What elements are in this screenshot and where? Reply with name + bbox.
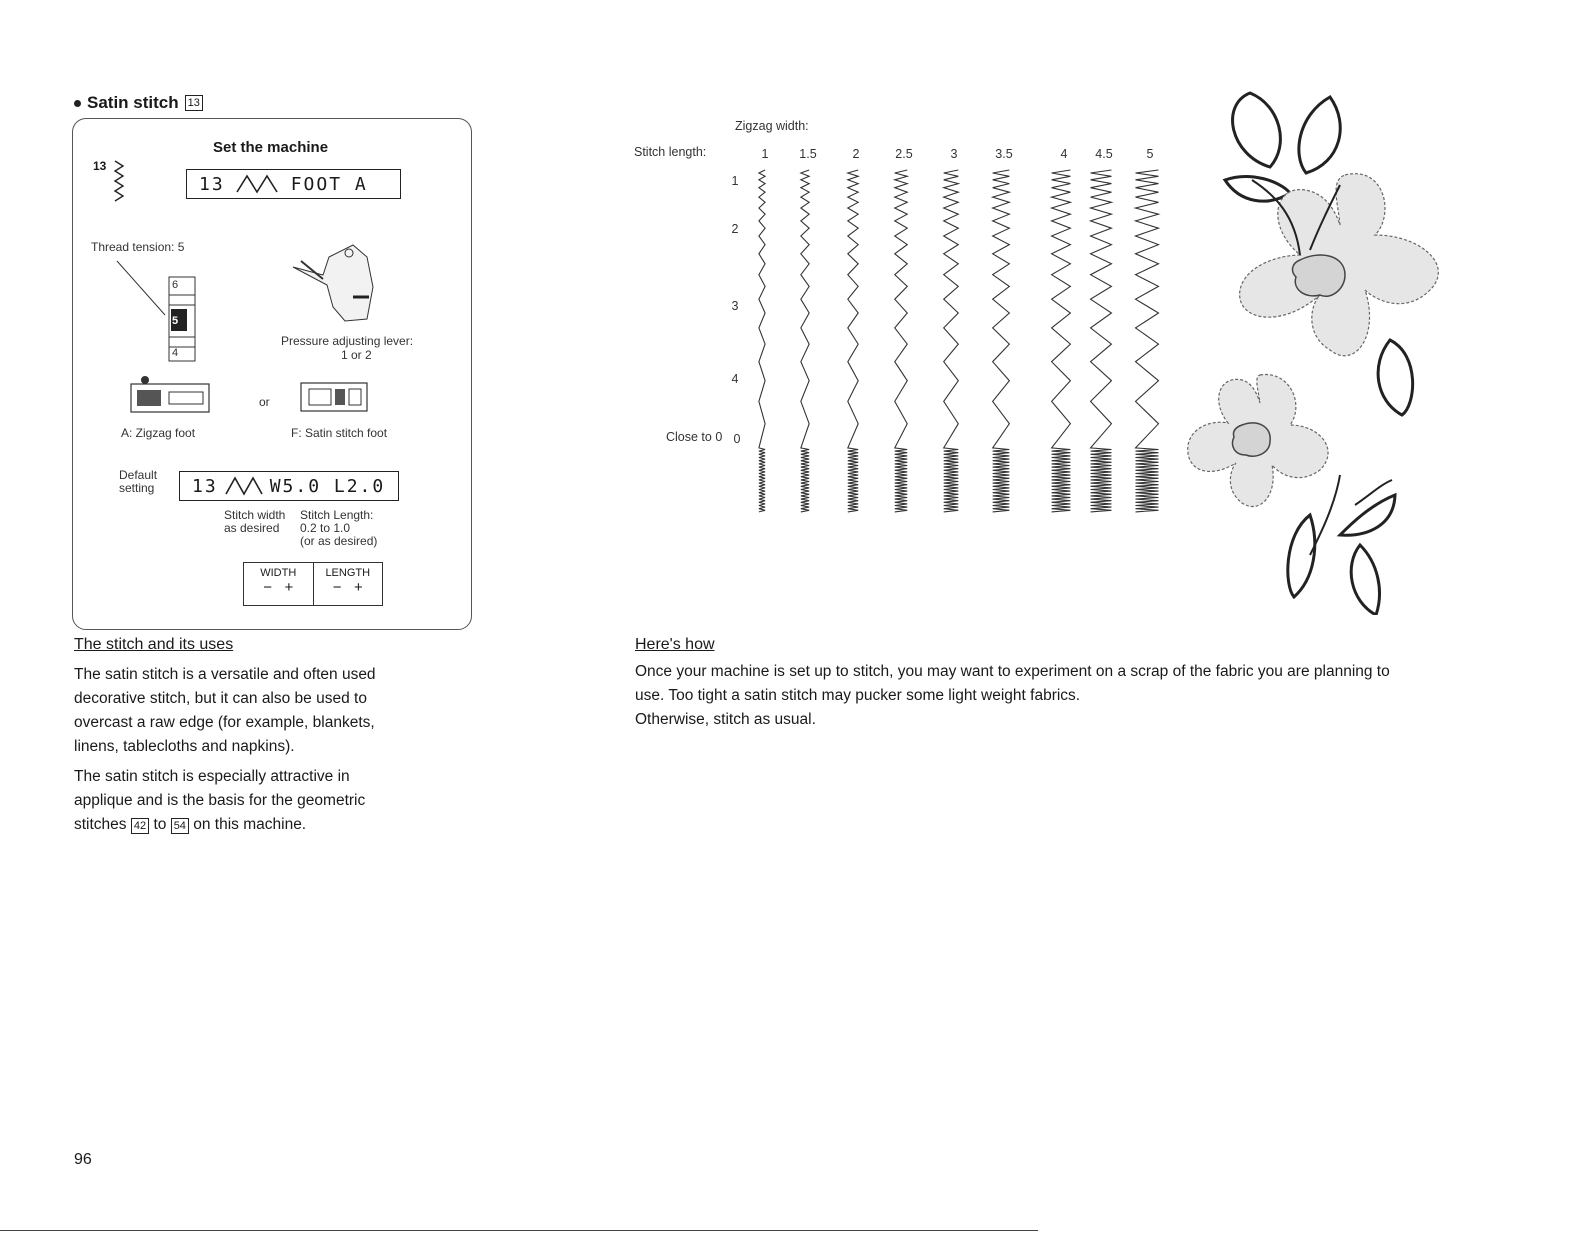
length-note-3: (or as desired) (300, 534, 378, 548)
tension-dial-icon (103, 257, 203, 367)
zigzag-sample-1.5 (801, 170, 809, 512)
width-tick-label: 2.5 (895, 147, 913, 161)
leaf-shape (1351, 545, 1379, 615)
flower-center-shape (1293, 255, 1345, 296)
width-tick-label: 3.5 (995, 147, 1013, 161)
leaf-shape (1233, 93, 1281, 167)
default-label-2: setting (119, 481, 155, 495)
zigzag-foot-label: A: Zigzag foot (121, 426, 196, 440)
width-tick-label: 5 (1146, 147, 1154, 161)
width-tick-label: 1 (761, 147, 769, 161)
zigzag-foot-icon (129, 374, 213, 416)
pressure-lever-value: 1 or 2 (341, 348, 372, 362)
leaf-shape (1378, 340, 1413, 415)
leaf-shape (1299, 97, 1340, 173)
chart-canvas (632, 115, 1192, 525)
bottom-rule (0, 1230, 1038, 1231)
zigzag-stitch-chart (632, 115, 1192, 525)
panel-stitch-number: 13 (93, 159, 107, 173)
howto-paragraph: Once your machine is set up to stitch, you may want to experiment on a scrap of the fabric you are planning to use. Too tight a satin stitch may pucker some light weight fabrics. Otherwise, stitch as usual. (635, 663, 1390, 728)
length-tick-label: 3 (731, 299, 739, 313)
dial-number-6: 6 (172, 279, 179, 291)
length-tick-label: 2 (731, 222, 739, 236)
satin-foot-label: F: Satin stitch foot (291, 426, 388, 440)
zigzag-symbol-icon (224, 476, 264, 496)
zigzag-sample-2 (848, 170, 858, 512)
length-adjust-icons: − + (332, 579, 363, 596)
stitch-number-42: 42 (131, 818, 149, 834)
thread-tension-label: Thread tension: 5 (91, 240, 185, 254)
page-number: 96 (74, 1151, 92, 1168)
width-tick-label: 4.5 (1095, 147, 1113, 161)
dial-number-5: 5 (172, 315, 179, 327)
or-label: or (259, 395, 270, 409)
lcd-display-top (186, 169, 401, 199)
section-heading (74, 93, 203, 113)
machine-settings-panel (72, 118, 472, 630)
length-tick-label: 1 (731, 174, 739, 188)
length-note-1: Stitch Length: (300, 508, 374, 522)
width-note-2: as desired (224, 521, 280, 535)
satin-stitch-foot-icon (299, 377, 371, 415)
width-tick-label: 3 (950, 147, 958, 161)
width-length-buttons (243, 562, 383, 606)
close-to-zero-label: Close to 0 (666, 430, 723, 444)
length-tick-label: 4 (731, 372, 739, 386)
width-button-label: WIDTH (260, 567, 297, 579)
uses-paragraph-2: The satin stitch is especially attractive in applique and is the basis for the geometric stitches 42 to 54 on this machine. (74, 768, 366, 833)
width-tick-label: 2 (852, 147, 860, 161)
width-adjust-icons: − + (263, 579, 294, 596)
width-button (244, 563, 314, 605)
stitch-number-box: 13 (185, 95, 203, 111)
uses-heading: The stitch and its uses (74, 636, 234, 653)
zigzag-sample-3.5 (993, 170, 1010, 512)
flower-center-shape (1233, 423, 1271, 456)
width-tick-label: 1.5 (799, 147, 817, 161)
stitch-number-54: 54 (171, 818, 189, 834)
lcd-default-text: W5.0 L2.0 (269, 475, 386, 497)
length-note-2: 0.2 to 1.0 (300, 521, 351, 535)
howto-heading: Here's how (635, 636, 715, 653)
zigzag-sample-1 (759, 170, 765, 512)
stitch-length-label: Stitch length: (634, 145, 707, 159)
length-button-label: LENGTH (325, 567, 371, 579)
pressure-lever-label: Pressure adjusting lever: (281, 334, 414, 348)
default-label-1: Default (119, 468, 158, 482)
panel-header: Set the machine (213, 139, 329, 156)
zigzag-sample-3 (944, 170, 959, 512)
zigzag-sample-4 (1052, 170, 1071, 512)
width-note-1: Stitch width (224, 508, 286, 522)
leaf-shape (1225, 177, 1290, 202)
lcd-top-number: 13 (199, 173, 225, 195)
leaf-shape (1288, 515, 1315, 597)
length-button (314, 563, 383, 605)
zigzag-symbol-icon (235, 174, 281, 194)
width-tick-label: 4 (1060, 147, 1068, 161)
lcd-default-number: 13 (192, 475, 218, 497)
zigzag-width-label: Zigzag width: (735, 119, 809, 133)
satin-stitch-icon (111, 159, 127, 203)
zigzag-sample-4.5 (1091, 170, 1112, 512)
zigzag-sample-5 (1136, 170, 1159, 512)
lcd-display-default (179, 471, 399, 501)
section-title: Satin stitch (87, 93, 179, 112)
pressure-lever-icon (283, 237, 383, 327)
lcd-top-text: FOOT A (290, 173, 368, 195)
leaf-shape (1340, 495, 1395, 535)
zigzag-sample-2.5 (895, 170, 908, 512)
bullet-icon (74, 100, 81, 107)
flower-applique-illustration (1180, 85, 1450, 615)
length-tick-label: 0 (733, 432, 741, 446)
dial-number-4: 4 (172, 347, 179, 359)
uses-paragraph-1: The satin stitch is a versatile and often used decorative stitch, but it can also be used to overcast a raw edge (for example, blankets, linens, tablecloths and napkins). (74, 666, 376, 755)
